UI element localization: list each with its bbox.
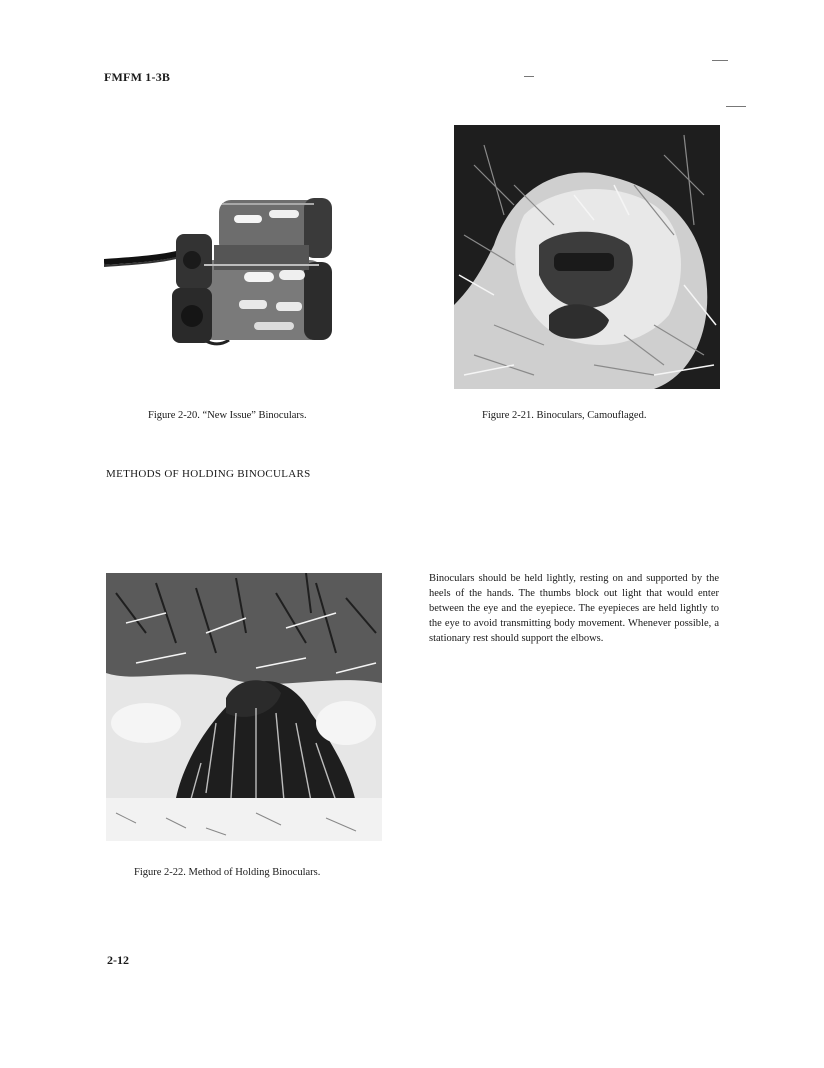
figure-2-21-caption: Figure 2-21. Binoculars, Camouflaged. [482, 410, 647, 421]
figure-2-20-image [104, 190, 334, 360]
scan-mark [524, 76, 534, 77]
document-id: FMFM 1-3B [104, 70, 171, 84]
page-number: 2-12 [107, 953, 129, 967]
section-heading: METHODS OF HOLDING BINOCULARS [106, 468, 311, 480]
figure-2-20-caption: Figure 2-20. “New Issue” Binoculars. [148, 410, 307, 421]
body-paragraph: Binoculars should be held lightly, resting on and supported by the heels of the hands. The thumbs block out light that would enter between the eye and the eyepiece. The eyepieces are held lightly to the eye to avoid transmitting body movement. Whenever possible, a stationary rest should support the elbows. [429, 573, 719, 644]
scan-mark [712, 60, 728, 61]
figure-2-22-caption: Figure 2-22. Method of Holding Binoculars. [134, 867, 321, 878]
figure-2-21-image [454, 125, 720, 389]
scan-mark [726, 106, 746, 107]
figure-2-22-image [106, 573, 382, 841]
